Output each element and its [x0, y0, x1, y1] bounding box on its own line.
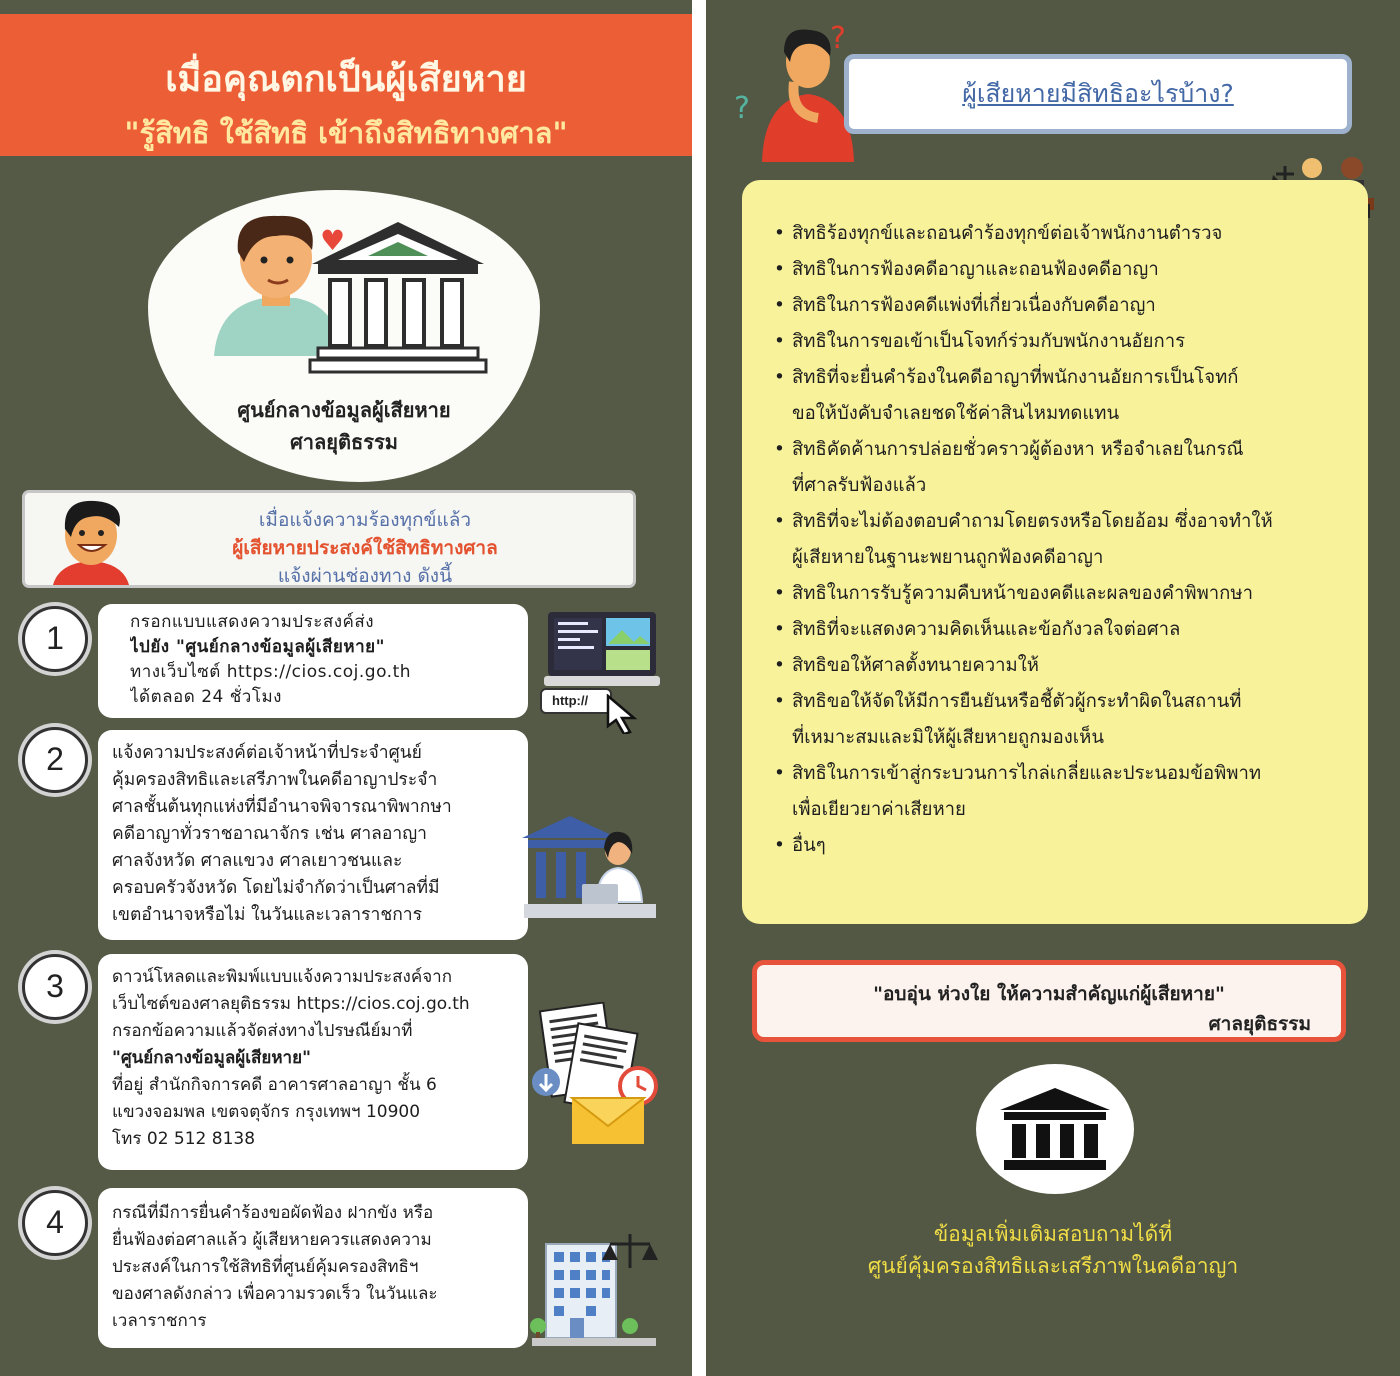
step-1-line: ได้ตลอด 24 ชั่วโมง — [130, 687, 282, 707]
right-panel — [706, 0, 1400, 1376]
slogan-box — [752, 960, 1346, 1042]
rights-item: • สิทธิในการขอเข้าเป็นโจทก์ร่วมกับพนักงานอัยการ — [774, 324, 1350, 360]
rights-item: • สิทธิร้องทุกข์และถอนคำร้องทุกข์ต่อเจ้าพนักงานตำรวจ — [774, 216, 1350, 252]
header-title: เมื่อคุณตกเป็นผู้เสียหาย — [165, 59, 527, 100]
rights-item: • สิทธิขอให้จัดให้มีการยืนยันหรือชี้ตัวผู้กระทำผิดในสถานที่ ที่เหมาะสมและมิให้ผู้เสียหายถูกมองเห็น — [774, 684, 1350, 756]
step-2-line: คดีอาญาทั่วราชอาณาจักร เช่น ศาลอาญา — [112, 824, 427, 844]
header-subtitle: "รู้สิทธิ ใช้สิทธิ เข้าถึงสิทธิทางศาล" — [124, 116, 568, 150]
step-1-number: 1 — [22, 606, 88, 672]
step-2-line: คุ้มครองสิทธิและเสรีภาพในคดีอาญาประจำ — [112, 770, 438, 790]
rights-question-box: ผู้เสียหายมีสิทธิอะไรบ้าง? — [844, 54, 1352, 134]
intro-line2: ผู้เสียหายประสงค์ใช้สิทธิทางศาล — [232, 537, 498, 559]
rights-item: • สิทธิที่จะแสดงความคิดเห็นและข้อกังวลใจต่อศาล — [774, 612, 1350, 648]
step-1-line: ไปยัง "ศูนย์กลางข้อมูลผู้เสียหาย" — [130, 637, 385, 657]
rights-item: • สิทธิที่จะยื่นคำร้องในคดีอาญาที่พนักงานอัยการเป็นโจทก์ ขอให้บังคับจำเลยชดใช้ค่าสินไหมทดแทน — [774, 360, 1350, 432]
rights-item: • สิทธิในการรับรู้ความคืบหน้าของคดีและผลของคำพิพากษา — [774, 576, 1350, 612]
rights-item: • สิทธิที่จะไม่ต้องตอบคำถามโดยตรงหรือโดยอ้อม ซึ่งอาจทำให้ ผู้เสียหายในฐานะพยานถูกฟ้องคดีอาญา — [774, 504, 1350, 576]
step-3-line: ที่อยู่ สำนักกิจการคดี อาคารศาลอาญา ชั้น 6 — [112, 1075, 437, 1095]
step-2-line: ศาลชั้นต้นทุกแห่งที่มีอำนาจพิจารณาพิพากษา — [112, 797, 452, 817]
step-1-line: กรอกแบบแสดงความประสงค์ส่ง — [130, 612, 375, 632]
step-4-line: ของศาลดังกล่าว เพื่อความรวดเร็ว ในวันและ — [112, 1284, 438, 1304]
rights-item: • อื่นๆ — [774, 828, 1350, 864]
step-4-line: ประสงค์ในการใช้สิทธิที่ศูนย์คุ้มครองสิทธิฯ — [112, 1257, 419, 1277]
documents-mail-icon — [532, 1002, 662, 1148]
hero-blob — [148, 190, 540, 482]
intro-box — [22, 490, 636, 588]
rights-list — [742, 180, 1368, 924]
step-3-line: โทร 02 512 8138 — [112, 1129, 256, 1149]
svg-text:?: ? — [830, 22, 846, 56]
step-4-line: ยื่นฟ้องต่อศาลแล้ว ผู้เสียหายควรแสดงความ — [112, 1230, 432, 1250]
footer-line2: ศูนย์คุ้มครองสิทธิและเสรีภาพในคดีอาญา — [867, 1254, 1239, 1278]
svg-text:?: ? — [734, 91, 750, 126]
step-2-line: ครอบครัวจังหวัด โดยไม่จำกัดว่าเป็นศาลที่มี — [112, 878, 440, 898]
step-4-card — [98, 1188, 528, 1348]
step-3-card — [98, 954, 528, 1170]
slogan-text: "อบอุ่น ห่วงใย ให้ความสำคัญแก่ผู้เสียหาย" — [873, 983, 1225, 1005]
court-officer-icon — [522, 814, 658, 922]
court-building-icon — [308, 220, 488, 380]
step-3-line: ดาวน์โหลดและพิมพ์แบบแจ้งความประสงค์จาก — [112, 967, 452, 987]
hero-title-line1: ศูนย์กลางข้อมูลผู้เสียหาย — [237, 398, 451, 422]
step-2-card — [98, 730, 528, 940]
intro-line1: เมื่อแจ้งความร้องทุกข์แล้ว — [258, 509, 472, 531]
step-3-line: กรอกข้อความแล้วจัดส่งทางไปรษณีย์มาที่ — [112, 1021, 413, 1041]
computer-monitor-icon — [544, 610, 660, 694]
step-3-line: "ศูนย์กลางข้อมูลผู้เสียหาย" — [112, 1048, 311, 1068]
hero-title-line2: ศาลยุติธรรม — [290, 430, 398, 454]
rights-item: • สิทธิคัดค้านการปล่อยชั่วคราวผู้ต้องหา หรือจำเลยในกรณี ที่ศาลรับฟ้องแล้ว — [774, 432, 1350, 504]
rights-item: • สิทธิในการฟ้องคดีแพ่งที่เกี่ยวเนื่องกับคดีอาญา — [774, 288, 1350, 324]
step-1-line: ทางเว็บไซต์ https://cios.coj.go.th — [130, 662, 412, 682]
rights-item: • สิทธิขอให้ศาลตั้งทนายความให้ — [774, 648, 1350, 684]
step-4-line: เวลาราชการ — [112, 1311, 207, 1331]
heart-icon: ♥ — [320, 224, 346, 257]
intro-line3: แจ้งผ่านช่องทาง ดังนี้ — [277, 565, 453, 587]
step-2-line: แจ้งความประสงค์ต่อเจ้าหน้าที่ประจำศูนย์ — [112, 743, 422, 763]
step-3-line: แขวงจอมพล เขตจตุจักร กรุงเทพฯ 10900 — [112, 1102, 421, 1122]
footer-line1: ข้อมูลเพิ่มเติมสอบถามได้ที่ — [933, 1222, 1173, 1246]
rights-item: • สิทธิในการฟ้องคดีอาญาและถอนฟ้องคดีอาญา — [774, 252, 1350, 288]
step-1-card — [98, 604, 528, 718]
slogan-signature: ศาลยุติธรรม — [1208, 1013, 1311, 1035]
step-3-number: 3 — [22, 954, 88, 1020]
step-2-line: เขตอำนาจหรือไม่ ในวันและเวลาราชการ — [112, 905, 423, 925]
step-2-line: ศาลจังหวัด ศาลแขวง ศาลเยาวชนและ — [112, 851, 403, 871]
court-pillars-icon — [998, 1088, 1112, 1172]
http-address-box: http:// — [540, 688, 612, 714]
header-banner — [0, 14, 692, 156]
cursor-icon — [604, 694, 638, 734]
rights-item: • สิทธิในการเข้าสู่กระบวนการไกล่เกลี่ยและประนอมข้อพิพาท เพื่อเยียวยาค่าเสียหาย — [774, 756, 1350, 828]
step-4-line: กรณีที่มีการยื่นคำร้องขอผัดฟ้อง ฝากขัง หรือ — [112, 1203, 434, 1223]
smiling-man-icon — [49, 497, 133, 585]
left-panel — [0, 0, 692, 1376]
court-logo-circle — [976, 1064, 1134, 1194]
step-2-number: 2 — [22, 727, 88, 793]
step-4-number: 4 — [22, 1190, 88, 1256]
court-building-scales-icon — [530, 1228, 658, 1348]
step-3-line: เว็บไซต์ของศาลยุติธรรม https://cios.coj.go.th — [112, 994, 470, 1014]
